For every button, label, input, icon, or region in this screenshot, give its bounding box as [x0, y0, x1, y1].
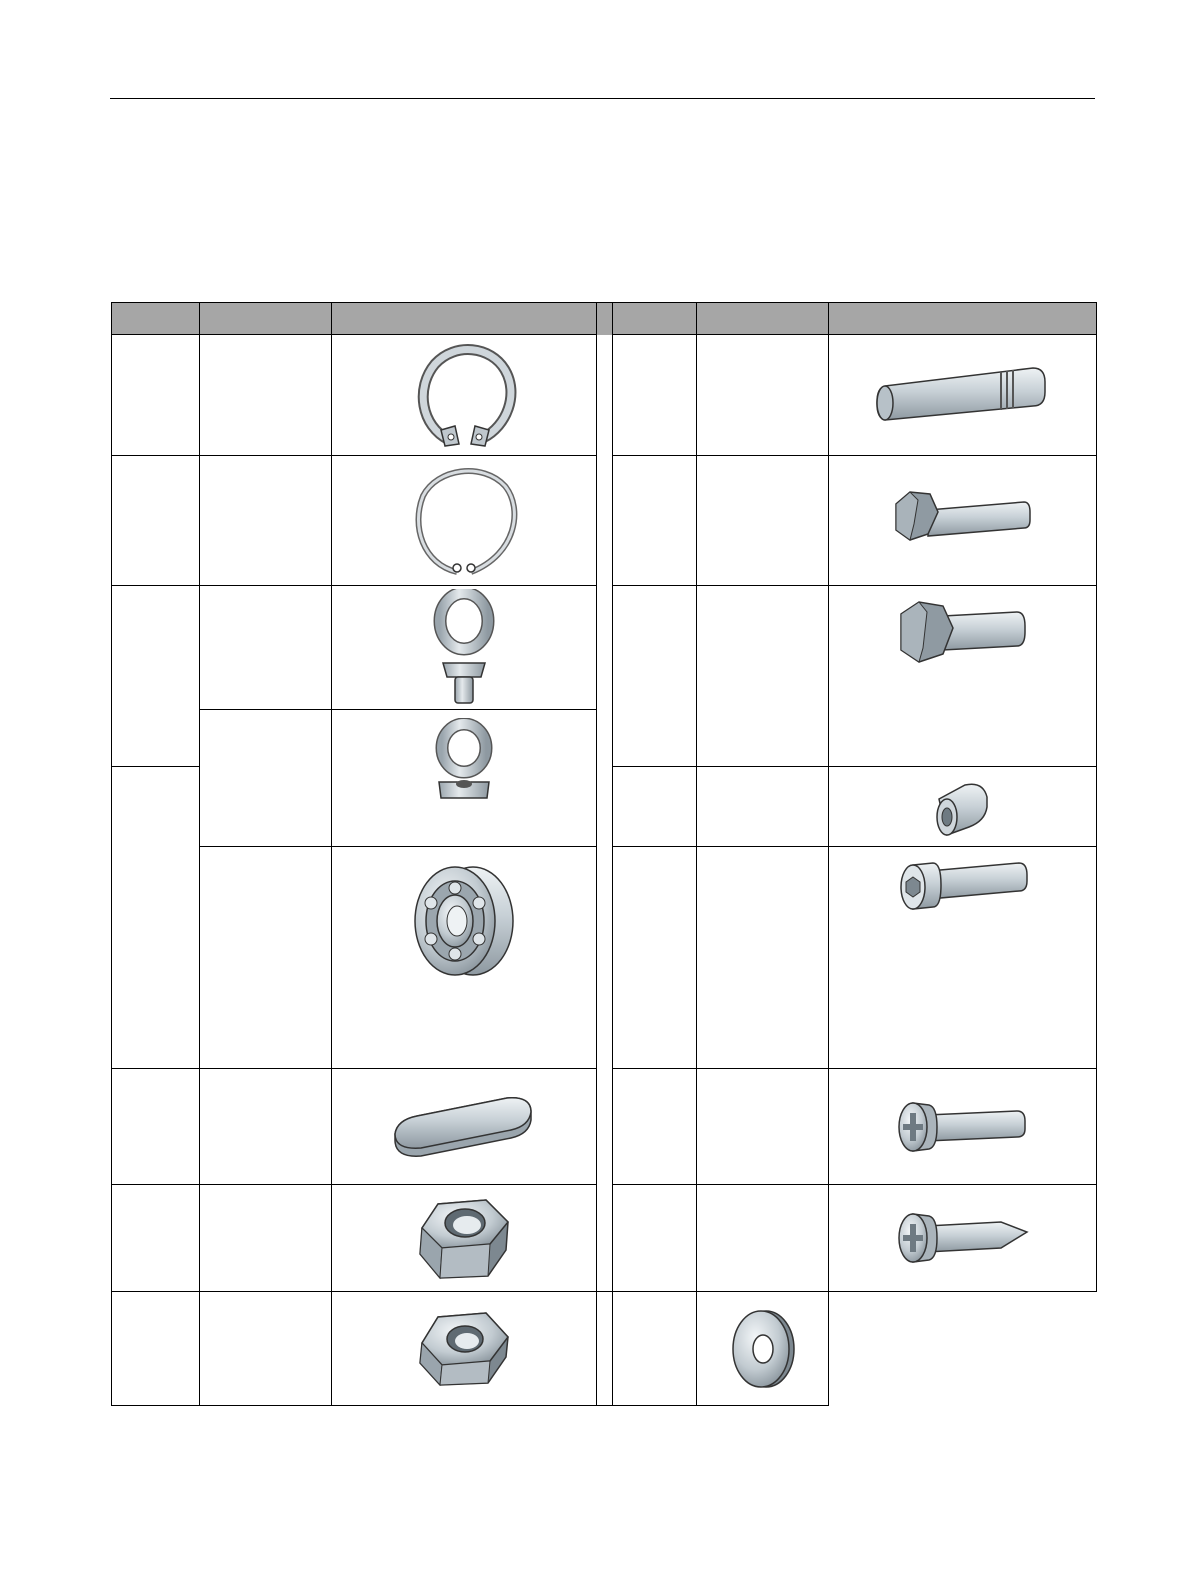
- col-header-right-no: [613, 303, 697, 335]
- part-no: [112, 1292, 200, 1406]
- part-image-cell: [332, 1185, 597, 1292]
- part-name: [200, 586, 332, 710]
- part-image-cell: [332, 1069, 597, 1185]
- part-name: [200, 335, 332, 456]
- pan-head-self-tapping-screw-icon: [893, 1208, 1033, 1268]
- part-no: [613, 847, 697, 1069]
- part-no: [112, 335, 200, 456]
- pan-head-machine-screw-icon: [893, 1097, 1033, 1157]
- eye-bolt-icon: [429, 589, 499, 707]
- part-name: [613, 1292, 697, 1406]
- part-image-cell: [829, 456, 1097, 586]
- part-image-cell: [332, 586, 597, 710]
- table-header-row: [112, 303, 1097, 335]
- part-image-cell: [332, 710, 597, 847]
- table-row: [112, 1292, 1097, 1406]
- parts-table: [111, 302, 1097, 1406]
- flat-washer-icon: [728, 1307, 798, 1391]
- sleeve-bushing-icon: [933, 777, 993, 837]
- socket-cap-screw-icon: [893, 855, 1033, 915]
- part-name: [697, 456, 829, 586]
- grooved-pin-icon: [873, 360, 1053, 430]
- part-image-cell: [829, 335, 1097, 456]
- part-image-cell: [332, 1292, 597, 1406]
- parallel-key-icon: [389, 1092, 539, 1162]
- col-header-right-image: [829, 303, 1097, 335]
- eye-nut-icon: [429, 718, 499, 802]
- page-title: [110, 180, 1095, 206]
- part-image-cell: [332, 335, 597, 456]
- part-name: [200, 1292, 332, 1406]
- part-no: [112, 586, 200, 767]
- part-name: [697, 847, 829, 1069]
- part-name: [697, 335, 829, 456]
- short-hex-bolt-icon: [893, 598, 1033, 668]
- external-retaining-ring-icon: [409, 340, 519, 450]
- part-no: [613, 335, 697, 456]
- part-image-cell: [332, 847, 597, 1069]
- part-no: [597, 1292, 613, 1406]
- part-image-cell: [829, 767, 1097, 847]
- part-image-cell: [829, 1185, 1097, 1292]
- part-image-cell: [829, 1069, 1097, 1185]
- part-image-cell: [829, 586, 1097, 767]
- part-name: [697, 1069, 829, 1185]
- table-row: [112, 335, 1097, 456]
- part-no: [613, 586, 697, 767]
- part-image-cell: [332, 456, 597, 586]
- part-name: [200, 456, 332, 586]
- part-name: [697, 586, 829, 767]
- col-header-left-no: [112, 303, 200, 335]
- column-gap: [597, 335, 613, 1292]
- part-no: [112, 1069, 200, 1185]
- part-name: [697, 767, 829, 847]
- part-name: [200, 847, 332, 1069]
- part-name: [200, 1069, 332, 1185]
- part-no: [613, 1069, 697, 1185]
- part-no: [112, 1185, 200, 1292]
- col-header-left-name: [200, 303, 332, 335]
- hex-bolt-icon: [888, 486, 1038, 556]
- part-image-cell: [829, 847, 1097, 1069]
- part-image-cell: [697, 1292, 829, 1406]
- part-name: [200, 1185, 332, 1292]
- part-no: [112, 456, 200, 586]
- part-no: [613, 1185, 697, 1292]
- ball-bearing-icon: [409, 861, 519, 981]
- thin-hex-nut-icon: [414, 1303, 514, 1395]
- col-header-gap: [597, 303, 613, 335]
- part-name: [697, 1185, 829, 1292]
- header-rule: [110, 98, 1095, 99]
- hex-nut-icon: [414, 1192, 514, 1284]
- part-no: [613, 767, 697, 847]
- col-header-right-name: [697, 303, 829, 335]
- part-no: [112, 767, 200, 1069]
- part-name: [200, 710, 332, 847]
- part-no: [613, 456, 697, 586]
- internal-retaining-ring-icon: [409, 462, 519, 580]
- col-header-left-image: [332, 303, 597, 335]
